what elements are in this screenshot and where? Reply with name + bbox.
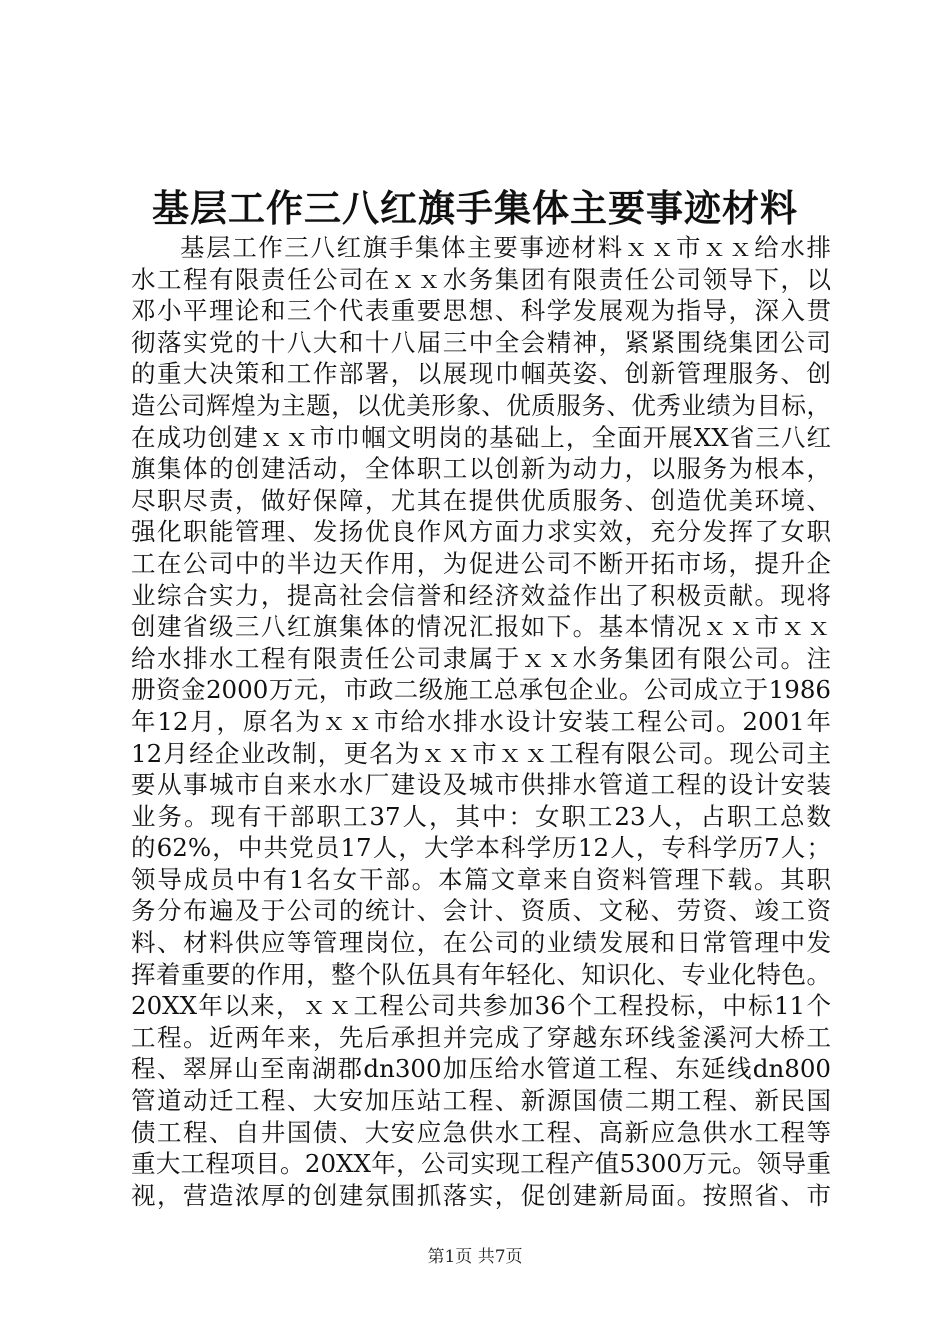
body-line: 水工程有限责任公司在ｘｘ水务集团有限责任公司领导下，以 xyxy=(131,264,831,294)
body-line: 彻落实党的十八大和十八届三中全会精神，紧紧围绕集团公司 xyxy=(131,327,831,357)
body-line: 基层工作三八红旗手集体主要事迹材料ｘｘ市ｘｘ给水排 xyxy=(180,233,831,262)
body-line: 程、翠屏山至南湖郡dn300加压给水管道工程、东延线dn800 xyxy=(131,1054,831,1084)
body-line: 务分布遍及于公司的统计、会计、资质、文秘、劳资、竣工资 xyxy=(131,896,831,926)
body-line: 料、材料供应等管理岗位，在公司的业绩发展和日常管理中发 xyxy=(131,928,831,958)
document-body xyxy=(131,232,831,1211)
body-line: 在成功创建ｘｘ市巾帼文明岗的基础上，全面开展XX省三八红 xyxy=(131,422,831,452)
body-line: 工程。近两年来，先后承担并完成了穿越东环线釜溪河大桥工 xyxy=(131,1022,831,1052)
body-line: 管道动迁工程、大安加压站工程、新源国债二期工程、新民国 xyxy=(131,1086,831,1116)
body-line: 邓小平理论和三个代表重要思想、科学发展观为指导，深入贯 xyxy=(131,296,831,326)
body-line: 尽职尽责，做好保障，尤其在提供优质服务、创造优美环境、 xyxy=(131,485,831,515)
body-line: 12月经企业改制，更名为ｘｘ市ｘｘ工程有限公司。现公司主 xyxy=(131,738,831,768)
body-line: 年12月，原名为ｘｘ市给水排水设计安装工程公司。2001年 xyxy=(131,706,831,736)
body-line: 业综合实力，提高社会信誉和经济效益作出了积极贡献。现将 xyxy=(131,580,831,610)
body-line: 挥着重要的作用，整个队伍具有年轻化、知识化、专业化特色。 xyxy=(131,959,831,989)
body-line: 重大工程项目。20XX年，公司实现工程产值5300万元。领导重 xyxy=(131,1149,831,1179)
body-line: 的62%，中共党员17人，大学本科学历12人，专科学历7人； xyxy=(131,833,831,863)
document-title: 基层工作三八红旗手集体主要事迹材料 xyxy=(152,186,798,230)
body-line: 业务。现有干部职工37人，其中：女职工23人，占职工总数 xyxy=(131,801,831,831)
body-line: 创建省级三八红旗集体的情况汇报如下。基本情况ｘｘ市ｘｘ xyxy=(131,612,831,642)
body-line: 册资金2000万元，市政二级施工总承包企业。公司成立于1986 xyxy=(131,675,831,705)
body-line: 工在公司中的半边天作用，为促进公司不断开拓市场，提升企 xyxy=(131,548,831,578)
body-line: 领导成员中有1名女干部。本篇文章来自资料管理下载。其职 xyxy=(131,864,831,894)
body-line: 旗集体的创建活动，全体职工以创新为动力，以服务为根本， xyxy=(131,454,831,484)
body-line: 给水排水工程有限责任公司隶属于ｘｘ水务集团有限公司。注 xyxy=(131,643,831,673)
page-number: 第1页 共7页 xyxy=(427,1247,523,1267)
body-line: 20XX年以来，ｘｘ工程公司共参加36个工程投标，中标11个 xyxy=(131,991,831,1021)
body-line: 债工程、自井国债、大安应急供水工程、高新应急供水工程等 xyxy=(131,1117,831,1147)
body-line: 视，营造浓厚的创建氛围抓落实，促创建新局面。按照省、市 xyxy=(131,1180,831,1210)
page-footer xyxy=(0,1245,950,1269)
body-line: 强化职能管理、发扬优良作风方面力求实效，充分发挥了女职 xyxy=(131,517,831,547)
body-line: 造公司辉煌为主题，以优美形象、优质服务、优秀业绩为目标， xyxy=(131,390,831,420)
body-line: 要从事城市自来水水厂建设及城市供排水管道工程的设计安装 xyxy=(131,770,831,800)
body-line: 的重大决策和工作部署，以展现巾帼英姿、创新管理服务、创 xyxy=(131,359,831,389)
